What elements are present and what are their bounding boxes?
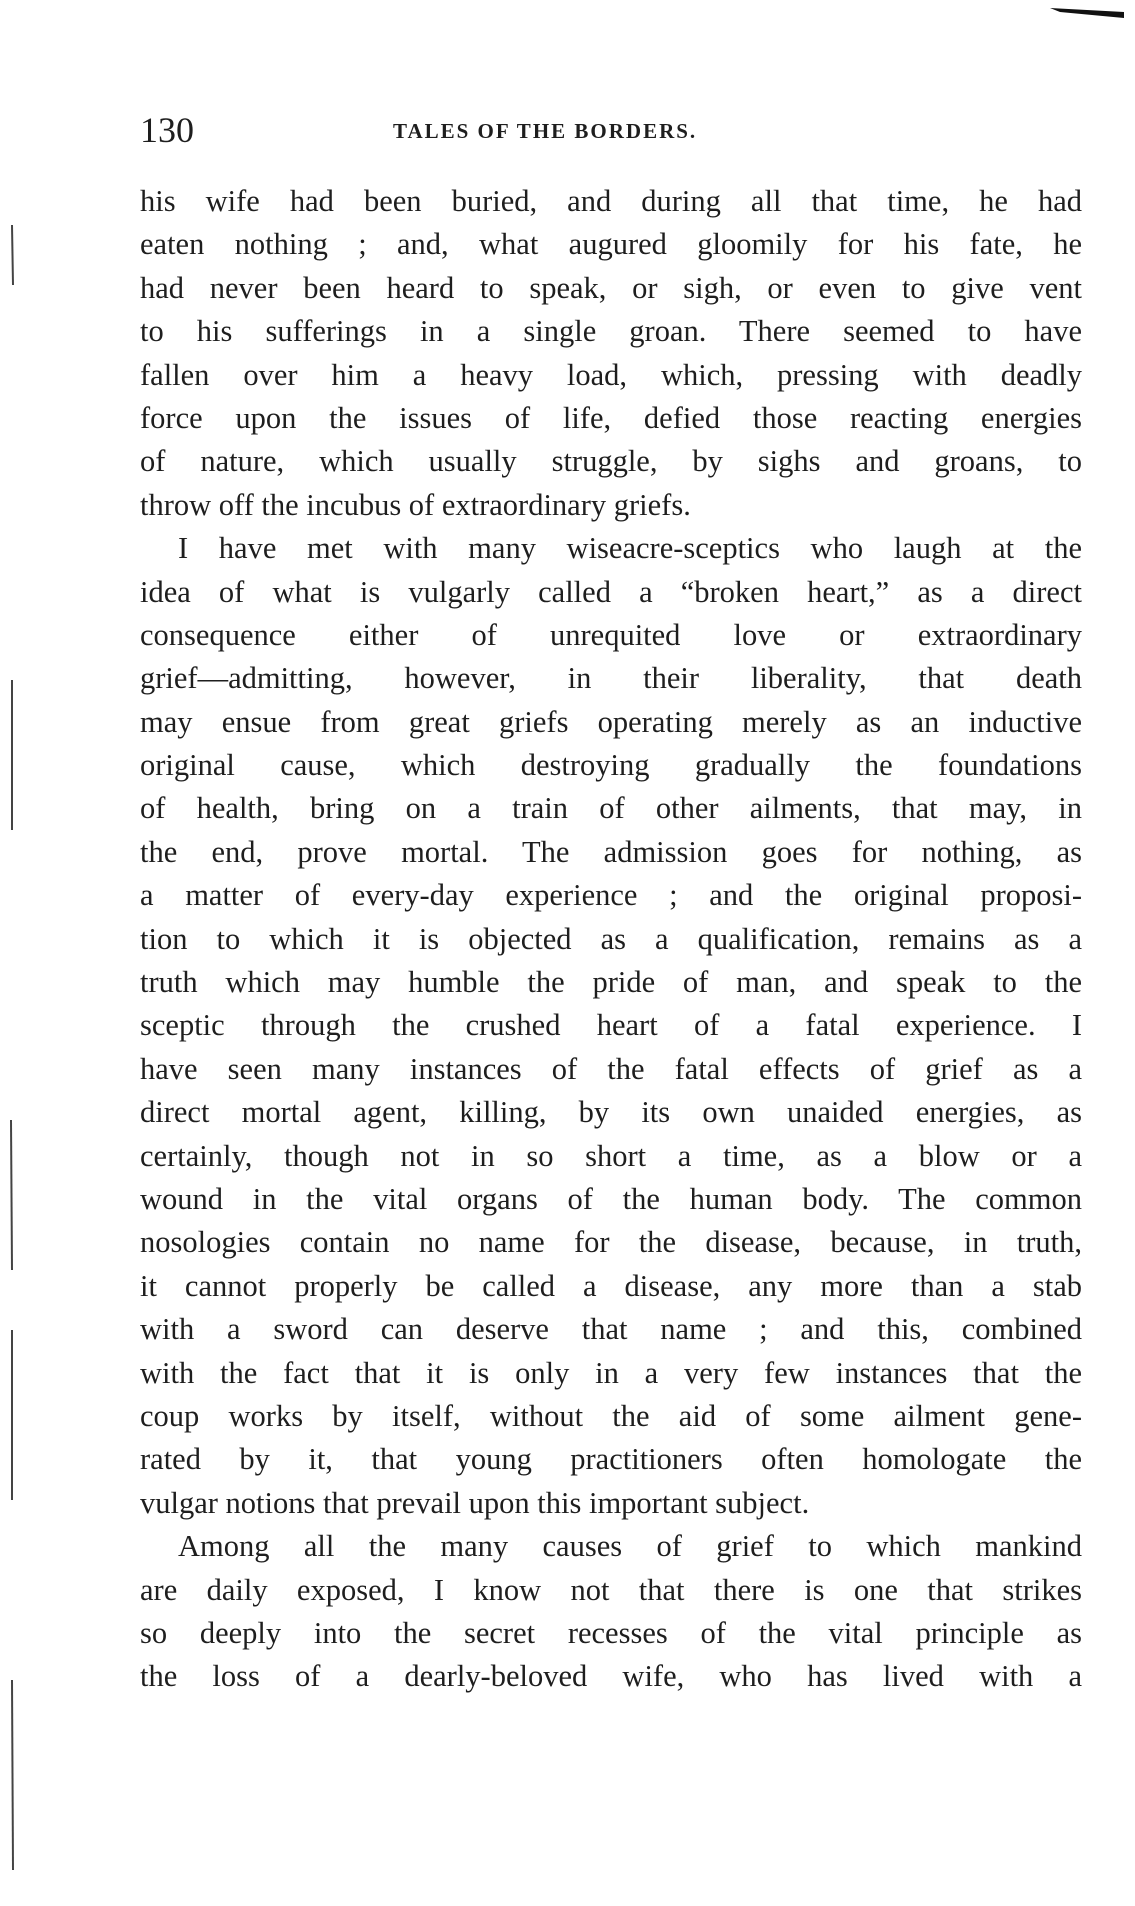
page-number: 130 <box>140 110 194 150</box>
text-line: force upon the issues of life, defied those reacting energies <box>140 400 1082 435</box>
text-line: Among all the many causes of grief to which mankind <box>178 1529 1082 1564</box>
paragraph <box>140 1525 1082 1699</box>
text-line: to his sufferings in a single groan. There seemed to have <box>140 314 1082 349</box>
text-line: a matter of every-day experience ; and the original proposi- <box>140 878 1082 913</box>
text-line: coup works by itself, without the aid of some ailment gene- <box>140 1398 1082 1433</box>
text-line: with a sword can deserve that name ; and this, combined <box>140 1312 1082 1347</box>
text-line: may ensue from great griefs operating merely as an inductive <box>140 704 1082 739</box>
text-line: had never been heard to speak, or sigh, or even to give vent <box>140 270 1082 305</box>
text-line: tion to which it is objected as a qualification, remains as a <box>140 921 1082 956</box>
text-line: it cannot properly be called a disease, any more than a stab <box>140 1268 1082 1303</box>
paragraph <box>140 180 1082 527</box>
text-line: have seen many instances of the fatal effects of grief as a <box>140 1051 1082 1086</box>
text-line: truth which may humble the pride of man, and speak to the <box>140 965 1082 1000</box>
text-line: eaten nothing ; and, what augured gloomily for his fate, he <box>140 227 1082 262</box>
text-line: certainly, though not in so short a time, as a blow or a <box>140 1138 1082 1173</box>
text-line: rated by it, that young practitioners often homologate the <box>140 1442 1082 1477</box>
text-line: sceptic through the crushed heart of a fatal experience. I <box>140 1008 1082 1043</box>
text-line: so deeply into the secret recesses of the vital principle as <box>140 1615 1082 1650</box>
text-line: nosologies contain no name for the disease, because, in truth, <box>140 1225 1082 1260</box>
running-head: TALES OF THE BORDERS. <box>393 119 698 143</box>
text-line: of nature, which usually struggle, by sighs and groans, to <box>140 444 1082 479</box>
text-line: throw off the incubus of extraordinary griefs. <box>140 487 691 522</box>
text-line: wound in the vital organs of the human body. The common <box>140 1181 1082 1216</box>
text-line: I have met with many wiseacre-sceptics who laugh at the <box>178 531 1082 566</box>
text-line: consequence either of unrequited love or extraordinary <box>140 617 1082 652</box>
text-line: the loss of a dearly-beloved wife, who has lived with a <box>140 1659 1082 1694</box>
text-line: direct mortal agent, killing, by its own unaided energies, as <box>140 1095 1082 1130</box>
binding-edge-marks <box>0 0 30 1906</box>
text-line: vulgar notions that prevail upon this important subject. <box>140 1485 810 1520</box>
text-line: grief—admitting, however, in their liberality, that death <box>140 661 1082 696</box>
body-text <box>140 180 1082 1699</box>
text-line: of health, bring on a train of other ailments, that may, in <box>140 791 1082 826</box>
text-line: his wife had been buried, and during all that time, he had <box>140 184 1082 218</box>
text-line: original cause, which destroying gradually the foundations <box>140 748 1082 783</box>
paragraph <box>140 527 1082 1525</box>
page-corner-mark <box>1050 6 1124 20</box>
text-line: are daily exposed, I know not that there is one that strikes <box>140 1572 1082 1607</box>
text-line: with the fact that it is only in a very few instances that the <box>140 1355 1082 1390</box>
page-header <box>140 110 1080 150</box>
text-line: idea of what is vulgarly called a “broken heart,” as a direct <box>140 574 1082 609</box>
text-line: the end, prove mortal. The admission goes for nothing, as <box>140 834 1082 869</box>
text-line: fallen over him a heavy load, which, pressing with deadly <box>140 357 1082 392</box>
